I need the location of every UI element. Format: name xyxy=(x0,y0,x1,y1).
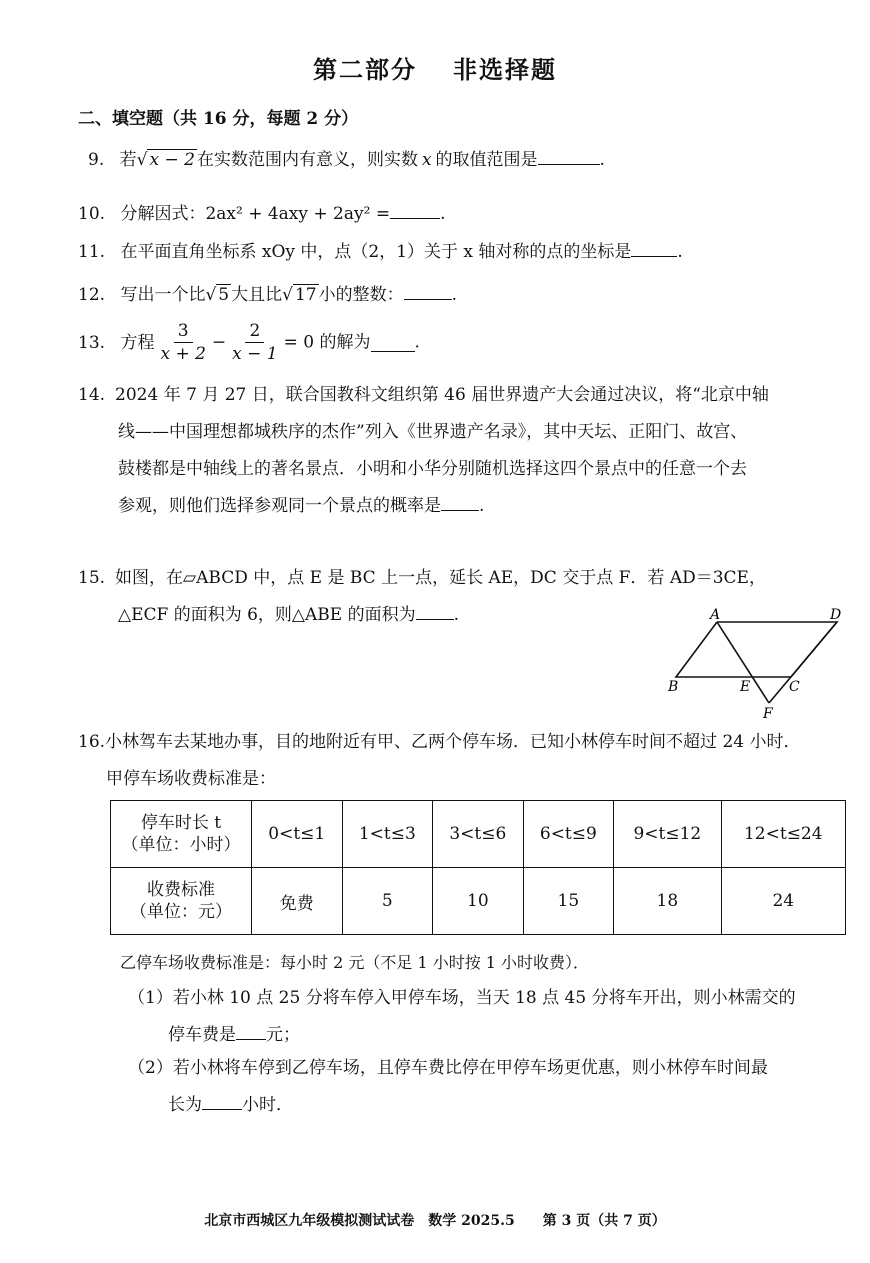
question-14 xyxy=(78,377,769,525)
q10-text: 分解因式：2ax² + 4axy + 2ay² = xyxy=(120,204,391,224)
denominator: x − 1 xyxy=(232,344,278,364)
label-a: A xyxy=(710,607,721,623)
q12-sqrt-1: √ 5 xyxy=(205,285,230,305)
section-header: 二、填空题（共 16 分，每题 2 分） xyxy=(78,109,359,129)
answer-blank[interactable] xyxy=(416,601,454,620)
parallelogram-figure xyxy=(660,605,850,725)
period: . xyxy=(440,204,446,224)
page-title xyxy=(0,50,870,85)
line-df xyxy=(769,622,837,703)
label-b: B xyxy=(668,679,679,695)
period: . xyxy=(414,332,420,353)
table-cell: 6<t≤9 xyxy=(523,801,614,868)
answer-blank[interactable] xyxy=(538,146,600,165)
fraction-2 xyxy=(228,320,281,365)
q15-line-1: 如图，在▱ABCD 中，点 E 是 BC 上一点，延长 AE，DC 交于点 F．若 AD＝3CE， xyxy=(115,568,766,588)
label-e: E xyxy=(740,679,751,695)
question-10 xyxy=(78,200,445,227)
fraction-1 xyxy=(156,320,209,365)
parking-fee-table xyxy=(110,800,846,935)
q16-line-3: 乙停车场收费标准是：每小时 2 元（不足 1 小时按 1 小时收费）． xyxy=(120,953,590,972)
sub2-unit: 小时． xyxy=(242,1095,293,1115)
answer-blank[interactable] xyxy=(441,492,479,511)
answer-blank[interactable] xyxy=(202,1091,242,1110)
question-number: 11. xyxy=(78,242,106,262)
answer-blank[interactable] xyxy=(390,200,440,219)
table-header-cell xyxy=(111,801,252,868)
period: . xyxy=(453,605,459,625)
q9-text-pre: 若 xyxy=(119,150,137,170)
header-line: （单位：小时） xyxy=(121,835,241,855)
q12-text-pre: 写出一个比 xyxy=(120,285,206,305)
table-cell: 10 xyxy=(433,868,524,935)
period: . xyxy=(599,150,605,170)
period: . xyxy=(451,285,458,305)
table-cell: 18 xyxy=(614,868,721,935)
q12-text-post: 小的整数： xyxy=(318,285,404,305)
q9-radicand: x − 2 xyxy=(149,150,195,170)
table-row xyxy=(111,868,846,935)
q9-text-tail: 的取值范围是 xyxy=(435,150,538,170)
q11-text: 在平面直角坐标系 xOy 中，点（2，1）关于 x 轴对称的点的坐标是 xyxy=(120,242,632,262)
q14-line-2: 线——中国理想都城秩序的杰作”列入《世界遗产名录》，其中天坛、正阳门、故宫、 xyxy=(118,422,748,442)
q9-sqrt: √ x − 2 xyxy=(136,150,195,170)
sub1-line-2: 停车费是 xyxy=(168,1025,236,1045)
period: . xyxy=(677,242,683,262)
sub2-line-2: 长为 xyxy=(168,1095,202,1115)
page-footer: 北京市西城区九年级模拟测试试卷 数学 2025.5 第 3 页（共 7 页） xyxy=(204,1213,666,1229)
table-cell: 15 xyxy=(523,868,614,935)
question-12 xyxy=(78,281,457,308)
q12-text-mid: 大且比 xyxy=(231,285,283,305)
q14-line-3: 鼓楼都是中轴线上的著名景点．小明和小华分别随机选择这四个景点中的任意一个去 xyxy=(118,459,747,479)
sub1-line-1: （1）若小林 10 点 25 分将车停入甲停车场，当天 18 点 45 分将车开出，则小林需交的 xyxy=(128,988,796,1008)
question-number: 9. xyxy=(88,150,105,170)
period: . xyxy=(479,496,485,516)
q13-text-pre: 方程 xyxy=(120,332,155,353)
q9-text-post: 在实数范围内有意义，则实数 xyxy=(196,150,418,170)
q14-line-4: 参观，则他们选择参观同一个景点的概率是 xyxy=(118,496,441,516)
q14-line-1: 2024 年 7 月 27 日，联合国教科文组织第 46 届世界遗产大会通过决议，将“北京中轴 xyxy=(115,385,769,405)
header-line: 停车时长 t xyxy=(140,813,222,833)
q15-line-2: △ECF 的面积为 6，则△ABE 的面积为 xyxy=(118,605,416,625)
table-header-cell xyxy=(111,868,252,935)
answer-blank[interactable] xyxy=(404,281,452,300)
table-cell: 12<t≤24 xyxy=(721,801,845,868)
label-c: C xyxy=(789,679,800,695)
table-cell: 5 xyxy=(342,868,433,935)
table-cell: 3<t≤6 xyxy=(433,801,524,868)
label-f: F xyxy=(763,706,773,722)
denominator: x + 2 xyxy=(160,344,206,364)
question-13 xyxy=(78,320,420,365)
question-number: 15. xyxy=(78,568,106,588)
question-11 xyxy=(78,238,683,265)
header-line: （单位：元） xyxy=(130,902,232,922)
q16-line-2: 甲停车场收费标准是： xyxy=(106,769,276,789)
table-cell: 0<t≤1 xyxy=(252,801,343,868)
label-d: D xyxy=(830,607,842,623)
q12-sqrt-2: √ 17 xyxy=(282,285,317,305)
table-row xyxy=(111,801,846,868)
numerator: 3 xyxy=(174,320,193,343)
q9-variable: x xyxy=(421,150,432,170)
question-9 xyxy=(88,146,605,173)
minus-sign: − xyxy=(211,332,227,353)
table-cell: 24 xyxy=(721,868,845,935)
question-number: 14. xyxy=(78,385,106,405)
numerator: 2 xyxy=(245,320,264,343)
question-number: 13. xyxy=(78,332,106,353)
answer-blank[interactable] xyxy=(371,333,415,352)
answer-blank[interactable] xyxy=(631,238,677,257)
answer-blank[interactable] xyxy=(236,1021,266,1040)
question-16 xyxy=(78,724,801,798)
header-line: 收费标准 xyxy=(147,880,215,900)
question-number: 10. xyxy=(78,204,106,224)
q13-text-post: = 0 的解为 xyxy=(283,332,371,353)
question-number: 12. xyxy=(78,285,106,305)
q12-radicand-1: 5 xyxy=(218,285,230,305)
parallelogram-abcd xyxy=(676,622,837,677)
table-cell: 9<t≤12 xyxy=(614,801,721,868)
title-part-2: 非选择题 xyxy=(453,55,557,84)
q16-subquestion-2 xyxy=(128,1050,768,1124)
sub1-unit: 元； xyxy=(266,1025,300,1045)
q12-radicand-2: 17 xyxy=(294,285,317,305)
question-number: 16. xyxy=(78,732,106,752)
q16-subquestion-1 xyxy=(128,980,796,1054)
table-cell: 免费 xyxy=(252,868,343,935)
sub2-line-1: （2）若小林将车停到乙停车场，且停车费比停在甲停车场更优惠，则小林停车时间最 xyxy=(128,1058,768,1078)
title-part-1: 第二部分 xyxy=(313,55,417,84)
q16-line-1: 小林驾车去某地办事，目的地附近有甲、乙两个停车场．已知小林停车时间不超过 24 小时． xyxy=(105,732,801,752)
table-cell: 1<t≤3 xyxy=(342,801,433,868)
